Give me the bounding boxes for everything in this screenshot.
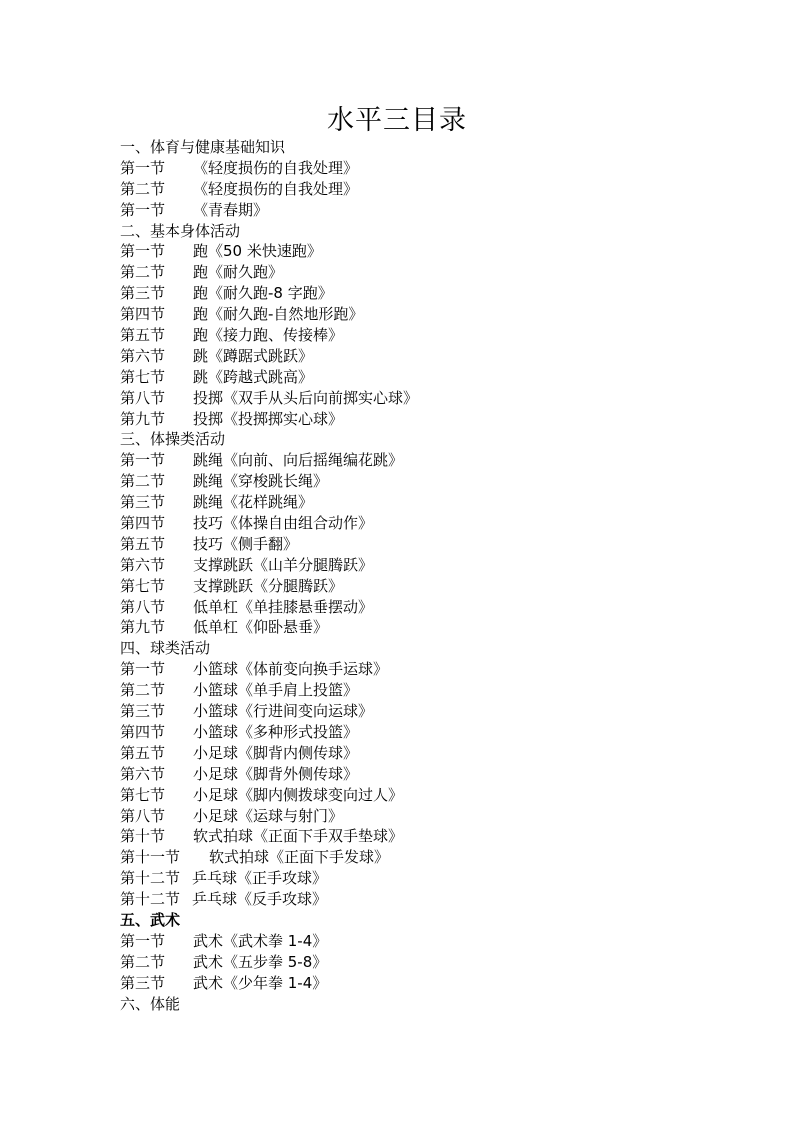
toc-entry [120, 743, 720, 764]
toc-entry [120, 847, 720, 868]
entry-label: 第三节 [120, 493, 166, 512]
entry-label: 第二节 [120, 179, 166, 198]
toc-entry [120, 680, 720, 701]
toc-entry [120, 179, 720, 200]
entry-text: 乒乓球《正手攻球》 [192, 869, 328, 888]
entry-text: 武术《武术拳 1-4》 [193, 931, 328, 950]
entry-label: 第八节 [120, 597, 166, 616]
entry-text: 《轻度损伤的自我处理》 [193, 179, 359, 198]
toc-entry [120, 868, 720, 889]
entry-text: 武术《五步拳 5-8》 [193, 952, 328, 971]
toc-entry [120, 722, 720, 743]
table-of-contents [120, 137, 720, 1014]
entry-label: 第二节 [120, 263, 166, 282]
toc-entry [120, 367, 720, 388]
toc-entry [120, 262, 720, 283]
entry-label: 第一节 [120, 158, 166, 177]
entry-label: 第三节 [120, 284, 166, 303]
entry-label: 第五节 [120, 534, 166, 553]
entry-label: 第四节 [120, 514, 166, 533]
toc-entry [120, 200, 720, 221]
entry-label: 第七节 [120, 367, 166, 386]
toc-entry [120, 388, 720, 409]
entry-label: 第十二节 [120, 869, 181, 888]
toc-entry [120, 806, 720, 827]
entry-text: 软式拍球《正面下手发球》 [209, 848, 390, 867]
entry-label: 第一节 [120, 660, 166, 679]
entry-text: 小篮球《多种形式投篮》 [193, 722, 359, 741]
entry-label: 第六节 [120, 555, 166, 574]
toc-entry [120, 826, 720, 847]
entry-text: 支撑跳跃《山羊分腿腾跃》 [193, 555, 374, 574]
entry-label: 第二节 [120, 681, 166, 700]
entry-label: 第四节 [120, 722, 166, 741]
entry-label: 第一节 [120, 242, 166, 261]
entry-text: 小篮球《行进间变向运球》 [193, 702, 374, 721]
entry-label: 第三节 [120, 973, 166, 992]
entry-label: 第九节 [120, 618, 166, 637]
entry-text: 跑《耐久跑-自然地形跑》 [193, 305, 364, 324]
entry-label: 第四节 [120, 305, 166, 324]
entry-label: 第一节 [120, 931, 166, 950]
entry-text: 跳绳《向前、向后摇绳编花跳》 [193, 451, 404, 470]
entry-label: 第二节 [120, 952, 166, 971]
entry-label: 第九节 [120, 409, 166, 428]
toc-entry [120, 973, 720, 994]
entry-text: 支撑跳跃《分腿腾跃》 [193, 576, 344, 595]
section-heading: 六、体能 [120, 994, 181, 1013]
entry-label: 第七节 [120, 576, 166, 595]
toc-entry [120, 889, 720, 910]
toc-entry [120, 555, 720, 576]
entry-label: 第一节 [120, 451, 166, 470]
toc-entry [120, 304, 720, 325]
entry-text: 软式拍球《正面下手双手垫球》 [193, 827, 404, 846]
entry-label: 第一节 [120, 200, 166, 219]
entry-label: 第十节 [120, 827, 166, 846]
section-heading: 三、体操类活动 [120, 430, 226, 449]
entry-label: 第五节 [120, 326, 166, 345]
entry-text: 跑《接力跑、传接棒》 [193, 326, 344, 345]
entry-label: 第二节 [120, 472, 166, 491]
toc-entry [120, 158, 720, 179]
entry-text: 跳绳《穿梭跳长绳》 [193, 472, 329, 491]
entry-text: 技巧《侧手翻》 [193, 534, 299, 553]
entry-text: 技巧《体操自由组合动作》 [193, 514, 374, 533]
toc-entry [120, 576, 720, 597]
entry-text: 跳《蹲踞式跳跃》 [193, 346, 314, 365]
toc-entry [120, 450, 720, 471]
toc-entry [120, 492, 720, 513]
toc-entry [120, 659, 720, 680]
section-heading: 一、体育与健康基础知识 [120, 138, 286, 156]
document-title: 水平三目录 [327, 105, 467, 136]
entry-text: 跑《耐久跑-8 字跑》 [193, 284, 333, 303]
toc-entry [120, 952, 720, 973]
entry-text: 《轻度损伤的自我处理》 [193, 158, 359, 177]
section-heading: 五、武术 [120, 910, 181, 929]
toc-entry [120, 241, 720, 262]
entry-text: 武术《少年拳 1-4》 [193, 973, 328, 992]
entry-label: 第五节 [120, 743, 166, 762]
entry-text: 小足球《脚背外侧传球》 [193, 764, 359, 783]
entry-text: 乒乓球《反手攻球》 [192, 890, 328, 909]
entry-text: 跑《耐久跑》 [193, 263, 284, 282]
toc-entry [120, 471, 720, 492]
entry-label: 第八节 [120, 388, 166, 407]
toc-entry [120, 785, 720, 806]
section-heading: 二、基本身体活动 [120, 221, 241, 240]
toc-entry [120, 534, 720, 555]
entry-text: 《青春期》 [193, 200, 269, 219]
entry-text: 跳《跨越式跳高》 [193, 367, 314, 386]
toc-entry [120, 283, 720, 304]
toc-entry [120, 701, 720, 722]
entry-label: 第六节 [120, 346, 166, 365]
entry-text: 小足球《运球与射门》 [193, 806, 344, 825]
toc-entry [120, 409, 720, 430]
toc-entry [120, 764, 720, 785]
toc-entry [120, 617, 720, 638]
toc-entry [120, 325, 720, 346]
entry-text: 投掷《投掷掷实心球》 [193, 409, 344, 428]
entry-label: 第十二节 [120, 890, 181, 909]
toc-entry [120, 513, 720, 534]
toc-entry [120, 597, 720, 618]
entry-label: 第六节 [120, 764, 166, 783]
entry-text: 低单杠《仰卧悬垂》 [193, 618, 329, 637]
section-heading: 四、球类活动 [120, 639, 211, 658]
toc-entry [120, 931, 720, 952]
entry-text: 小足球《脚背内侧传球》 [193, 743, 359, 762]
entry-label: 第八节 [120, 806, 166, 825]
entry-text: 小足球《脚内侧拨球变向过人》 [193, 785, 404, 804]
entry-text: 跑《50 米快速跑》 [193, 242, 322, 261]
entry-label: 第十一节 [120, 848, 181, 867]
toc-entry [120, 346, 720, 367]
entry-label: 第七节 [120, 785, 166, 804]
entry-label: 第三节 [120, 702, 166, 721]
entry-text: 低单杠《单挂膝悬垂摆动》 [193, 597, 374, 616]
entry-text: 跳绳《花样跳绳》 [193, 493, 314, 512]
entry-text: 投掷《双手从头后向前掷实心球》 [193, 388, 419, 407]
entry-text: 小篮球《体前变向换手运球》 [193, 660, 389, 679]
entry-text: 小篮球《单手肩上投篮》 [193, 681, 359, 700]
